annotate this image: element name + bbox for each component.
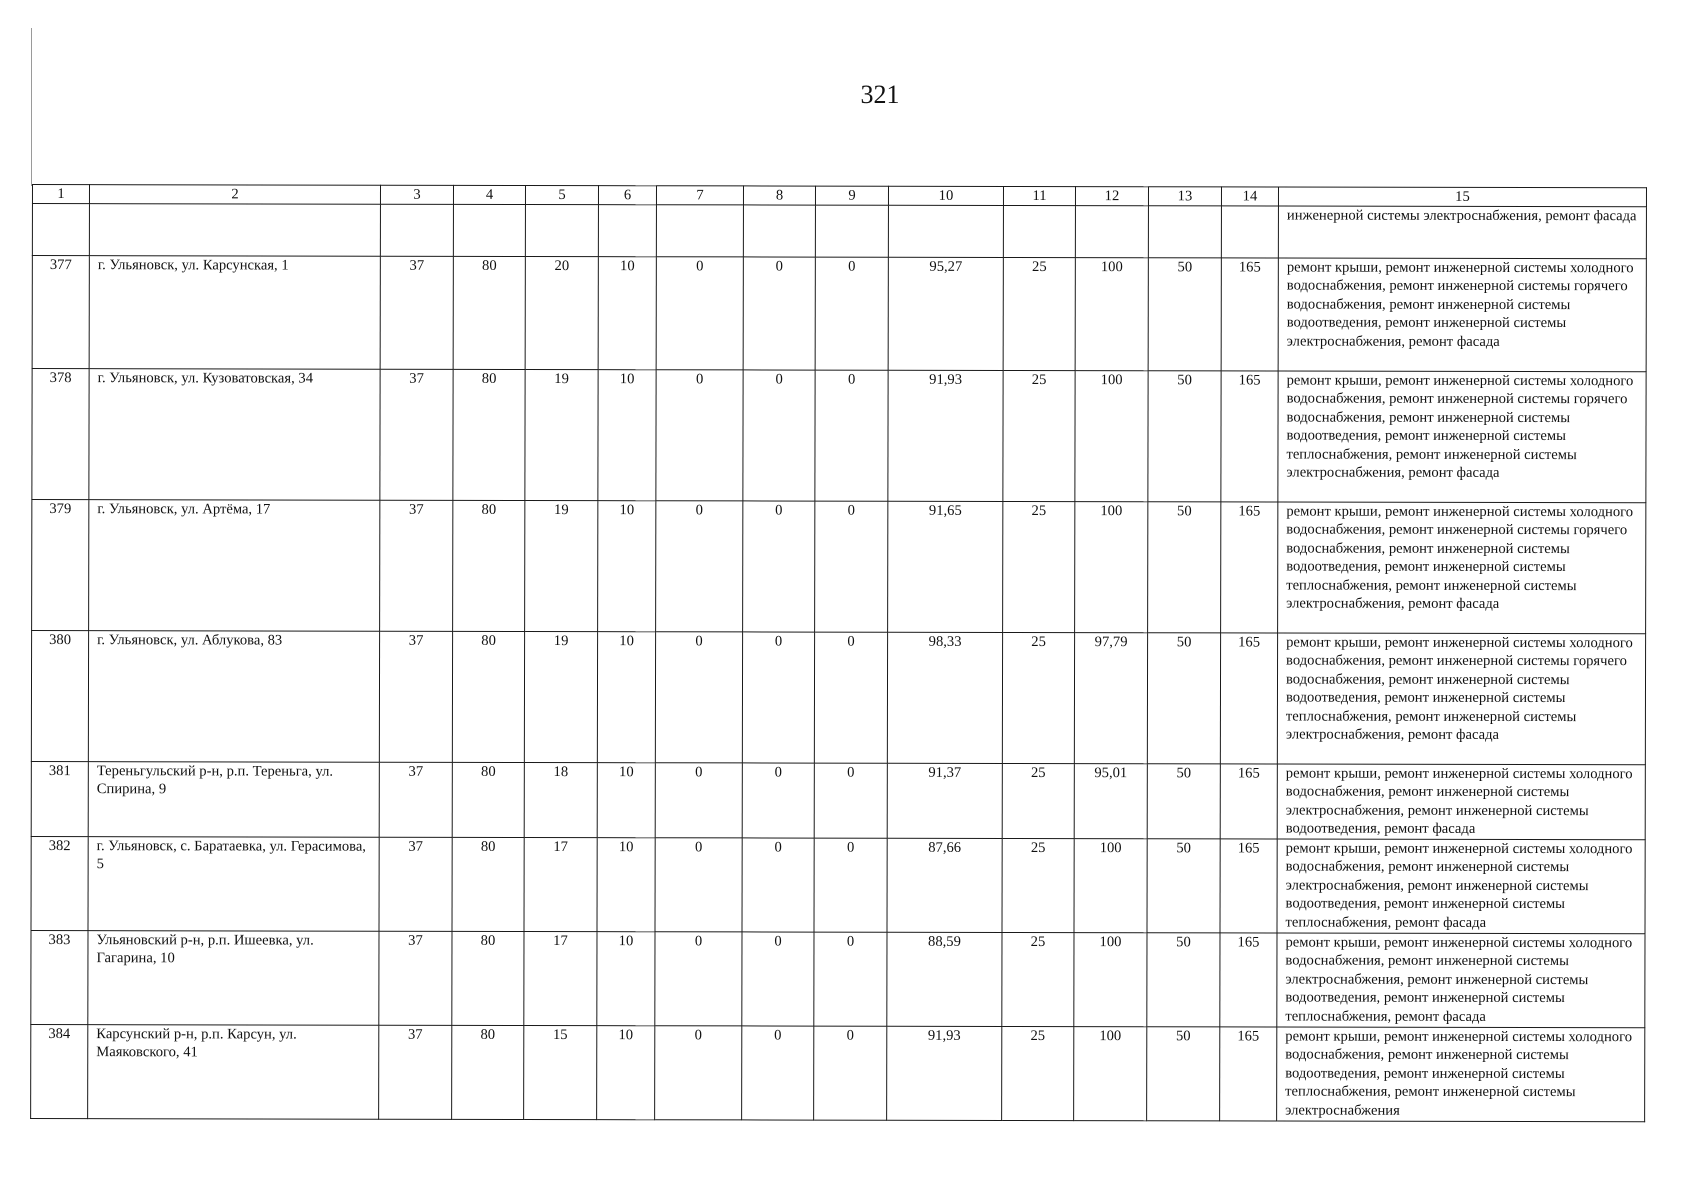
value-cell: 80 bbox=[452, 762, 524, 837]
table-row bbox=[31, 631, 1645, 765]
empty-cell bbox=[525, 204, 598, 256]
value-cell: 100 bbox=[1074, 1027, 1147, 1121]
empty-cell bbox=[32, 204, 89, 256]
works-description: ремонт крыши, ремонт инженерной системы холодного водоснабжения, ремонт инженерной системы электроснабжения, ремонт инженерной системы водоотведения, ремонт фасада bbox=[1277, 764, 1645, 840]
address-cell: г. Ульяновск, ул. Артёма, 17 bbox=[89, 500, 380, 632]
works-description: ремонт крыши, ремонт инженерной системы холодного водоснабжения, ремонт инженерной системы горячего водоснабжения, ремонт инженерной системы водоотведения, ремонт инженерной системы теплоснабжения, ремонт инженерной системы электроснабжения, ремонт фасада bbox=[1277, 633, 1645, 765]
value-cell: 10 bbox=[597, 632, 655, 763]
value-cell: 17 bbox=[524, 931, 597, 1025]
value-cell: 37 bbox=[379, 837, 452, 931]
value-cell: 91,93 bbox=[888, 370, 1003, 501]
address-cell: Тереньгульский р-н, р.п. Тереньга, ул. Спирина, 9 bbox=[88, 762, 379, 838]
value-cell: 20 bbox=[525, 256, 598, 369]
value-cell: 25 bbox=[1002, 632, 1074, 763]
works-description: ремонт крыши, ремонт инженерной системы холодного водоснабжения, ремонт инженерной системы горячего водоснабжения, ремонт инженерной системы водоотведения, ремонт инженерной системы теплоснабжения, ремонт инженерной системы электроснабжения, ремонт фасада bbox=[1278, 502, 1646, 634]
empty-cell bbox=[1003, 205, 1075, 257]
value-cell: 50 bbox=[1147, 633, 1220, 764]
empty-cell bbox=[89, 204, 380, 257]
address-cell: г. Ульяновск, ул. Аблукова, 83 bbox=[88, 631, 379, 763]
value-cell: 91,93 bbox=[887, 1026, 1002, 1120]
header-cell: 3 bbox=[380, 185, 453, 204]
value-cell: 10 bbox=[597, 932, 655, 1026]
works-description: ремонт крыши, ремонт инженерной системы холодного водоснабжения, ремонт инженерной системы горячего водоснабжения, ремонт инженерной системы водоотведения, ремонт инженерной системы электроснабжения, ремонт фасада bbox=[1278, 258, 1646, 372]
page-number: 321 bbox=[860, 80, 900, 109]
value-cell: 100 bbox=[1074, 839, 1147, 933]
value-cell: 0 bbox=[743, 370, 815, 501]
value-cell: 50 bbox=[1147, 839, 1220, 933]
header-cell: 10 bbox=[888, 186, 1003, 205]
margin-line bbox=[31, 28, 32, 186]
value-cell: 0 bbox=[742, 932, 814, 1026]
table-row bbox=[31, 930, 1645, 1027]
value-cell: 0 bbox=[815, 257, 888, 370]
value-cell: 0 bbox=[655, 763, 742, 838]
works-description: ремонт крыши, ремонт инженерной системы холодного водоснабжения, ремонт инженерной системы водоотведения, ремонт инженерной системы теплоснабжения, ремонт инженерной системы электроснабжения bbox=[1277, 1027, 1645, 1122]
works-description: ремонт крыши, ремонт инженерной системы холодного водоснабжения, ремонт инженерной системы электроснабжения, ремонт инженерной системы водоотведения, ремонт инженерной системы теплоснабжения, ремонт фасада bbox=[1277, 839, 1645, 934]
header-cell: 7 bbox=[656, 186, 743, 205]
value-cell: 165 bbox=[1220, 1027, 1277, 1121]
value-cell: 80 bbox=[452, 1025, 524, 1119]
header-cell: 13 bbox=[1148, 187, 1221, 206]
value-cell: 100 bbox=[1074, 933, 1147, 1027]
value-cell: 0 bbox=[814, 763, 887, 838]
value-cell: 19 bbox=[525, 369, 598, 500]
value-cell: 19 bbox=[524, 631, 597, 762]
value-cell: 25 bbox=[1003, 501, 1075, 632]
works-description: ремонт крыши, ремонт инженерной системы холодного водоснабжения, ремонт инженерной системы электроснабжения, ремонт инженерной системы водоотведения, ремонт инженерной системы теплоснабжения, ремонт фасада bbox=[1277, 933, 1645, 1028]
header-cell: 9 bbox=[815, 186, 888, 205]
value-cell: 50 bbox=[1147, 933, 1220, 1027]
value-cell: 0 bbox=[815, 370, 888, 501]
row-number: 377 bbox=[32, 256, 89, 369]
empty-cell bbox=[1221, 206, 1278, 258]
value-cell: 100 bbox=[1075, 502, 1148, 633]
value-cell: 165 bbox=[1221, 502, 1278, 633]
value-cell: 100 bbox=[1075, 371, 1148, 502]
value-cell: 18 bbox=[524, 762, 597, 837]
empty-cell bbox=[1148, 206, 1221, 258]
table-row bbox=[31, 836, 1645, 933]
address-cell: г. Ульяновск, ул. Кузоватовская, 34 bbox=[89, 369, 380, 501]
header-cell: 6 bbox=[598, 186, 656, 205]
header-cell: 14 bbox=[1221, 187, 1278, 206]
value-cell: 165 bbox=[1220, 633, 1277, 764]
value-cell: 37 bbox=[379, 1025, 452, 1119]
empty-cell bbox=[656, 205, 743, 257]
value-cell: 10 bbox=[597, 838, 655, 932]
value-cell: 0 bbox=[655, 838, 742, 932]
value-cell: 80 bbox=[453, 256, 525, 369]
row-number: 380 bbox=[31, 631, 88, 762]
value-cell: 0 bbox=[742, 763, 814, 838]
value-cell: 165 bbox=[1220, 764, 1277, 839]
value-cell: 0 bbox=[656, 257, 743, 370]
value-cell: 165 bbox=[1220, 933, 1277, 1027]
value-cell: 0 bbox=[814, 632, 887, 763]
value-cell: 37 bbox=[380, 369, 453, 500]
value-cell: 0 bbox=[814, 932, 887, 1026]
value-cell: 50 bbox=[1148, 371, 1221, 502]
address-cell: г. Ульяновск, с. Баратаевка, ул. Герасимова, 5 bbox=[88, 837, 379, 932]
value-cell: 100 bbox=[1075, 258, 1148, 371]
value-cell: 0 bbox=[743, 257, 815, 370]
value-cell: 25 bbox=[1003, 370, 1075, 501]
value-cell: 25 bbox=[1003, 257, 1075, 370]
value-cell: 88,59 bbox=[887, 932, 1002, 1026]
value-cell: 25 bbox=[1002, 838, 1074, 932]
value-cell: 87,66 bbox=[887, 838, 1002, 932]
value-cell: 165 bbox=[1220, 839, 1277, 933]
continuation-row bbox=[32, 204, 1646, 259]
value-cell: 19 bbox=[525, 500, 598, 631]
address-cell: Карсунский р-н, р.п. Карсун, ул. Маяковского, 41 bbox=[88, 1025, 379, 1120]
header-cell: 5 bbox=[525, 185, 598, 204]
header-cell: 15 bbox=[1278, 187, 1646, 207]
row-number: 379 bbox=[32, 500, 89, 631]
value-cell: 0 bbox=[656, 370, 743, 501]
value-cell: 0 bbox=[656, 501, 743, 632]
value-cell: 80 bbox=[452, 837, 524, 931]
empty-cell bbox=[598, 205, 656, 257]
empty-cell bbox=[1075, 206, 1148, 258]
value-cell: 37 bbox=[379, 762, 452, 837]
value-cell: 25 bbox=[1002, 1026, 1074, 1120]
value-cell: 0 bbox=[814, 1026, 887, 1120]
row-number: 381 bbox=[31, 761, 88, 836]
value-cell: 0 bbox=[742, 1026, 814, 1120]
value-cell: 25 bbox=[1002, 932, 1074, 1026]
repair-table bbox=[30, 184, 1647, 1122]
value-cell: 91,37 bbox=[887, 763, 1002, 838]
value-cell: 25 bbox=[1002, 763, 1074, 838]
header-cell: 2 bbox=[89, 185, 380, 205]
value-cell: 10 bbox=[598, 257, 656, 370]
value-cell: 0 bbox=[655, 632, 742, 763]
value-cell: 91,65 bbox=[888, 501, 1003, 632]
value-cell: 165 bbox=[1221, 258, 1278, 371]
empty-cell bbox=[453, 204, 525, 256]
header-cell: 12 bbox=[1075, 187, 1148, 206]
value-cell: 37 bbox=[380, 500, 453, 631]
value-cell: 0 bbox=[655, 1026, 742, 1120]
empty-cell bbox=[815, 205, 888, 257]
header-cell: 8 bbox=[743, 186, 815, 205]
table-row bbox=[31, 761, 1645, 839]
value-cell: 37 bbox=[379, 931, 452, 1025]
value-cell: 0 bbox=[742, 632, 814, 763]
value-cell: 10 bbox=[598, 370, 656, 501]
header-cell: 11 bbox=[1003, 186, 1075, 205]
table-row bbox=[32, 500, 1646, 634]
address-cell: г. Ульяновск, ул. Карсунская, 1 bbox=[89, 256, 380, 370]
value-cell: 80 bbox=[452, 631, 524, 762]
value-cell: 37 bbox=[380, 256, 453, 369]
header-cell: 4 bbox=[453, 185, 525, 204]
value-cell: 98,33 bbox=[887, 632, 1002, 763]
header-cell: 1 bbox=[32, 185, 89, 204]
value-cell: 165 bbox=[1221, 371, 1278, 502]
empty-cell bbox=[888, 205, 1003, 257]
table-row bbox=[31, 1024, 1645, 1121]
empty-cell bbox=[743, 205, 815, 257]
value-cell: 0 bbox=[742, 838, 814, 932]
works-description: инженерной системы электроснабжения, ремонт фасада bbox=[1278, 206, 1646, 259]
address-cell: Ульяновский р-н, р.п. Ишеевка, ул. Гагарина, 10 bbox=[88, 931, 379, 1026]
value-cell: 15 bbox=[524, 1025, 597, 1119]
value-cell: 10 bbox=[597, 763, 655, 838]
value-cell: 0 bbox=[655, 932, 742, 1026]
value-cell: 95,27 bbox=[888, 257, 1003, 370]
value-cell: 80 bbox=[452, 931, 524, 1025]
row-number: 384 bbox=[31, 1024, 88, 1118]
value-cell: 50 bbox=[1148, 258, 1221, 371]
value-cell: 0 bbox=[743, 501, 815, 632]
value-cell: 50 bbox=[1147, 764, 1220, 839]
value-cell: 0 bbox=[815, 501, 888, 632]
value-cell: 80 bbox=[453, 500, 525, 631]
value-cell: 80 bbox=[453, 369, 525, 500]
table-row bbox=[32, 369, 1646, 503]
value-cell: 50 bbox=[1147, 1027, 1220, 1121]
works-description: ремонт крыши, ремонт инженерной системы холодного водоснабжения, ремонт инженерной системы горячего водоснабжения, ремонт инженерной системы водоотведения, ремонт инженерной системы теплоснабжения, ремонт инженерной системы электроснабжения, ремонт фасада bbox=[1278, 371, 1646, 503]
value-cell: 37 bbox=[379, 631, 452, 762]
row-number: 382 bbox=[31, 836, 88, 930]
value-cell: 17 bbox=[524, 837, 597, 931]
empty-cell bbox=[380, 204, 453, 256]
table-row bbox=[32, 256, 1646, 372]
value-cell: 95,01 bbox=[1074, 764, 1147, 839]
value-cell: 97,79 bbox=[1074, 633, 1147, 764]
row-number: 383 bbox=[31, 930, 88, 1024]
value-cell: 50 bbox=[1148, 502, 1221, 633]
value-cell: 0 bbox=[814, 838, 887, 932]
value-cell: 10 bbox=[597, 1026, 655, 1120]
row-number: 378 bbox=[32, 369, 89, 500]
value-cell: 10 bbox=[598, 501, 656, 632]
